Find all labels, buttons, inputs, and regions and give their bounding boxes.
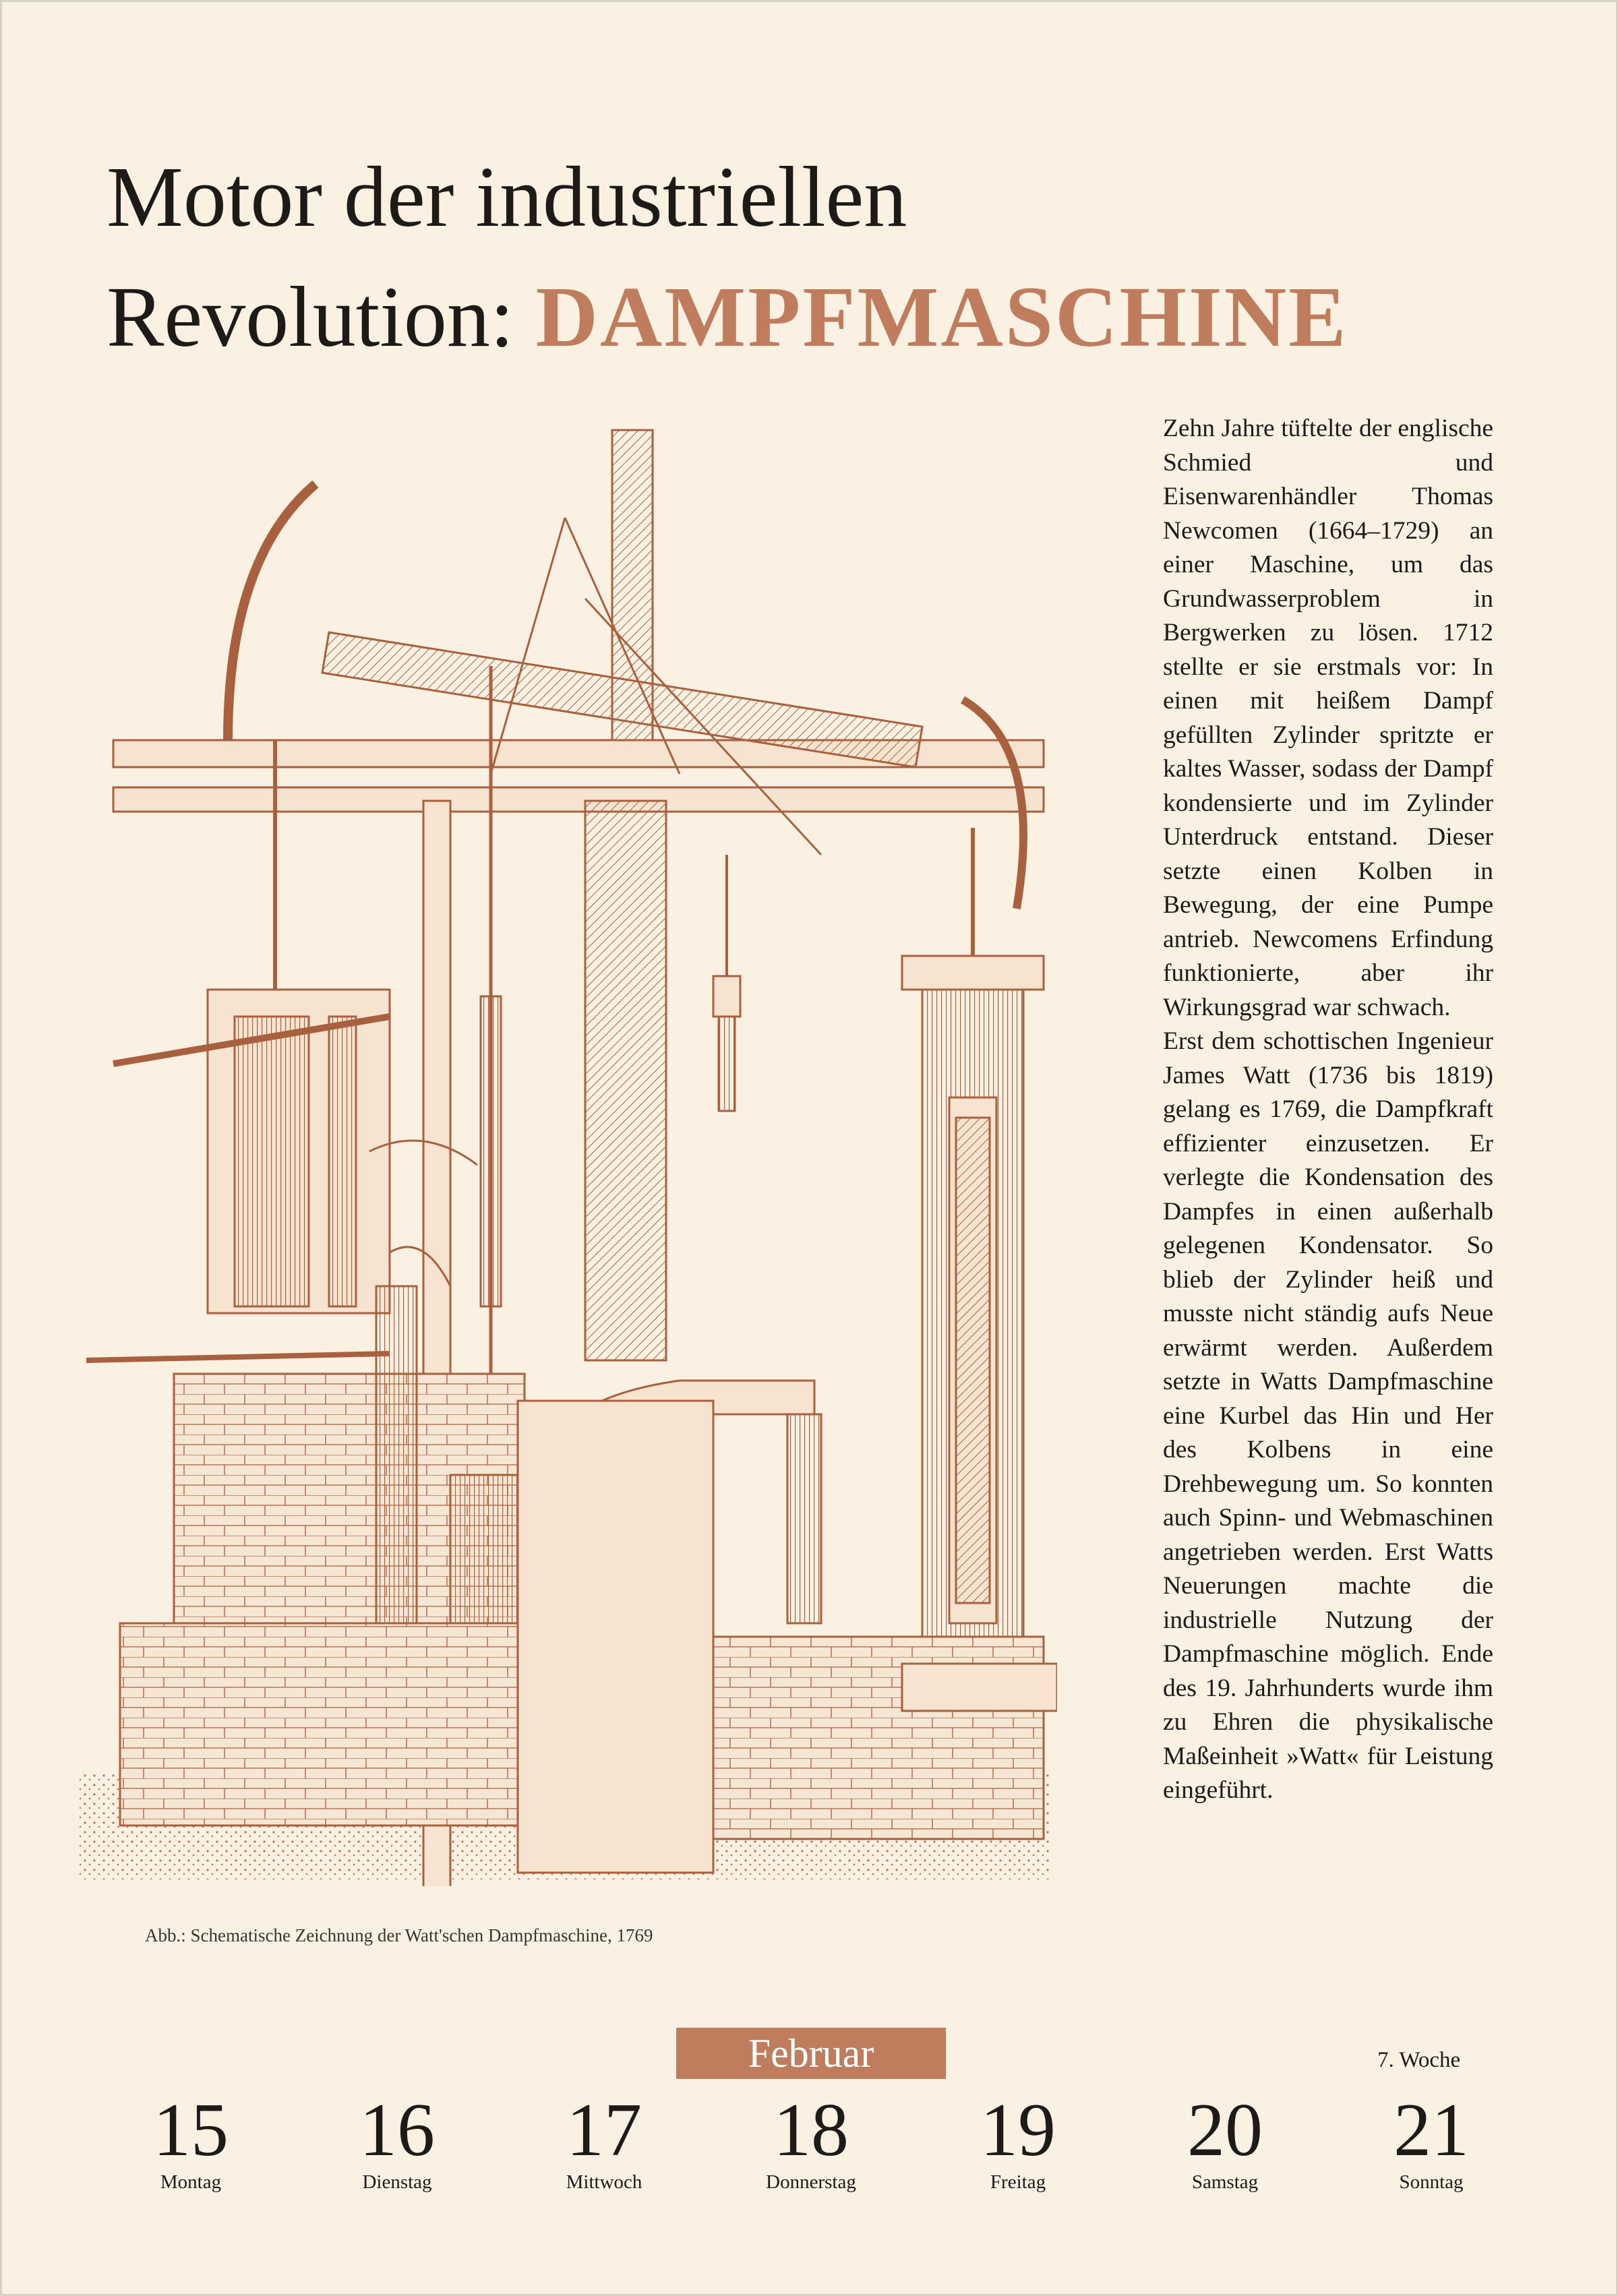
day-name: Donnerstag xyxy=(766,2171,856,2193)
day-cell-sunday xyxy=(1350,2086,1512,2194)
steam-engine-illustration xyxy=(73,423,1057,1886)
title-line-2: Revolution: xyxy=(107,269,514,365)
title-line-1: Motor der industriellen xyxy=(107,149,907,245)
figure-caption: Abb.: Schematische Zeichnung der Watt'schen Dampfmaschine, 1769 xyxy=(145,1925,653,1945)
month-label: Februar xyxy=(676,2028,946,2079)
title-accent: DAMPFMASCHINE xyxy=(535,269,1348,365)
day-number: 15 xyxy=(153,2088,229,2172)
day-cell-saturday xyxy=(1144,2086,1306,2194)
day-name: Freitag xyxy=(990,2171,1046,2193)
day-cell-friday xyxy=(937,2086,1099,2194)
day-number: 18 xyxy=(773,2088,849,2172)
day-name: Dienstag xyxy=(362,2171,432,2193)
day-cell-monday xyxy=(110,2086,272,2194)
day-cell-tuesday xyxy=(316,2086,478,2194)
day-cell-thursday xyxy=(730,2086,892,2194)
day-number: 16 xyxy=(359,2088,435,2172)
article-text xyxy=(1163,412,1493,1808)
day-number: 21 xyxy=(1394,2088,1469,2172)
week-label: 7. Woche xyxy=(1377,2048,1461,2072)
day-cell-wednesday xyxy=(523,2086,685,2194)
day-name: Samstag xyxy=(1191,2171,1259,2193)
day-name: Montag xyxy=(160,2171,222,2193)
page-title xyxy=(107,137,1556,377)
article-paragraph-1: Zehn Jahre tüftelte der englische Schmied und Eisenwarenhändler Thomas Newcomen (1664–1729) an einer Maschine, um das Grundwasserproblem in Bergwerken zu lösen. 1712 stellte er sie erstmals vor: In einen mit heißem Dampf gefüllten Zylinder spritzte er kaltes Wasser, sodass der Dampf kondensierte und im Zylinder Unterdruck entstand. Dieser setzte einen Kolben in Bewegung, der eine Pumpe antrieb. Newcomens Erfindung funktionierte, aber ihr Wirkungsgrad war schwach. xyxy=(1163,415,1493,1021)
day-name: Sonntag xyxy=(1399,2171,1464,2193)
day-number: 17 xyxy=(566,2088,642,2172)
article-paragraph-2: Erst dem schottischen Ingenieur James Watt (1736 bis 1819) gelang es 1769, die Dampfkraft effizienter einzusetzen. Er verlegte die Kondensation des Dampfes in einen außerhalb gelegenen Kondensator. So blieb der Zylinder heiß und musste nicht ständig aufs Neue erwärmt werden. Außerdem setzte in Watts Dampfmaschine eine Kurbel das Hin und Her des Kolbens in eine Drehbewegung um. So konnten auch Spinn- und Webmaschinen angetrieben werden. Erst Watts Neuerungen machte die industrielle Nutzung der Dampfmaschine möglich. Ende des 19. Jahrhunderts wurde ihm zu Ehren die physikalische Maßeinheit »Watt« für Leistung eingeführt. xyxy=(1163,1027,1493,1804)
day-number: 20 xyxy=(1187,2088,1263,2172)
day-name: Mittwoch xyxy=(566,2171,642,2193)
day-number: 19 xyxy=(980,2088,1056,2172)
